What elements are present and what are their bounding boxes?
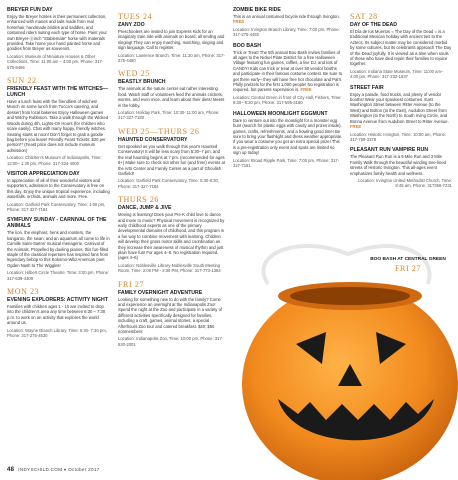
event-title: BOO BASH <box>233 42 261 49</box>
event-body <box>233 14 343 25</box>
event-location: Location: Historic Irvington, Time: 10:00 am, Phone: 317-759-3378 <box>350 131 447 142</box>
event-body-text: Trick or Treat! The 5th annual Boo Bash invites families of all ages to the Nickel Plate District for a free Halloween Village featuring fun games, raffles, a live DJ, and lots of CANDY! Kids can trick or treat at over 50 vendor booths and participate in their famous costume contest. Be sure to get there early– they will have free hot chocolate and Pat’s Philly pretzels for the first 1,000 people! No registration is required, but parents supervision is. <box>233 49 343 93</box>
event <box>118 127 226 189</box>
column-4 <box>350 6 452 194</box>
event-title: STREET FAIR <box>350 84 384 91</box>
event-day: MON 23 <box>7 287 40 297</box>
event-location: Location: Irvington United Methodist Church, Time: 8:45 am, Phone: 317356-7231 <box>357 177 452 189</box>
event-location: Location: Museum of Miniature Houses & Other Collections, Time: 11:00 am – 4:00 pm, Phone: 317-575-9466 <box>7 53 104 70</box>
event-location: Location: Holiday Park, Time: 10:30- 11:00 am, Phone: 317-327-7180 <box>118 110 220 121</box>
event-title: VISITOR APPRECIATION DAY <box>7 170 80 177</box>
event <box>7 171 111 212</box>
event-title: ZOMBIE BIKE RIDE <box>233 7 281 13</box>
event <box>118 195 226 273</box>
event-day: TUES 24 <box>118 12 153 21</box>
event <box>118 69 226 120</box>
event-day: WED 25 <box>118 69 150 79</box>
event <box>118 12 226 63</box>
event-day: FRI 27 <box>118 279 145 289</box>
event <box>350 85 452 143</box>
page-number: 48 <box>7 467 15 473</box>
event-title: DANCE, JUMP & JIVE <box>118 205 172 212</box>
event <box>233 43 343 106</box>
event-day: WED 25—THURS 26 <box>118 126 200 136</box>
event-title: ZANY ZOO <box>118 22 145 28</box>
event-body-text: Enjoy a parade, food trucks, and plenty of vendor booths! Wear your spookiest costumes. East Washington Street between Ritter Avenue (to the West) and Bolton (to the East), Audubon Street from Washington (to the North) to South Irving Circle, and Bonna Avenue from Audubon Street to Ritter Avenue. <box>350 91 449 124</box>
event-title: HAUNTED CONSERVATORY <box>118 136 188 143</box>
event <box>233 111 343 169</box>
event-location: Location: Central Green in front of City Hall, Fishers, Time: 6:30– 8:30 pm, Phone: 317-595-3150 <box>233 94 342 106</box>
event-location: Location: Lawrence Branch, Time: 11:30 am, Phone: 317-275-4460 <box>118 52 225 64</box>
event <box>350 147 452 188</box>
event-title: BEASTLY BRUNCH <box>118 79 166 86</box>
event-body: Get spooked as you walk through this year’s Haunted Conservatory! It will be less scary from 5:30–7 pm, and the real haunting begins at 7 pm. (recommended for ages 8+) Make sure to check out other fun (and free!) events at the Arts Center and Family Center as a part of Ghoulish Garfield! <box>118 143 225 176</box>
event <box>7 76 111 166</box>
event-day: SUN 22 <box>7 76 37 86</box>
event-location: Location: Garfield Park Conservatory, Time: 1:00 pm, Phone: 317-327-7184 <box>7 201 106 212</box>
event-title: HALLOWEEN MOONLIGHT EGGMUNT <box>233 110 328 117</box>
event-day: SAT 28 <box>350 12 378 21</box>
event-body: Preschoolers are invited to join Express Kids for an imaginary train ride with animals on board, all smiling and singing! They can enjoy marching, matching, singing and sign language. Call to register. <box>118 29 225 51</box>
event-title: BREYER FUN DAY <box>7 7 53 13</box>
event <box>7 287 111 338</box>
event-day: THURS 26 <box>118 195 160 205</box>
event-body: El Día de los Muertos = The Day of the Dead = is a traditional Mexican holiday with ancient ties to the Aztecs. Its subject matter may be considered morbid by some cultures, but its celebrants approach The Day of the Dead joyfully. It is viewed as a time when souls of those who have died rejoin their families to rejoice together. <box>350 29 452 67</box>
event-body: Have a lunch feast with the friendliest of witches! Munch on some lunch from Tucca’s catering, and dessert from local bakeries Enjoy Halloween games and Witchy Rubbinon. Take a walk through the Wicked Woods during 4th, Lights-On Hours (for children who scare easily). Chat with many happy, friendly witches. Seating starts at noon! Don’t forget to grab a goodie bag before you leave! Friendly Feast Tickets: $20 per person** (Feast price does not include museum admission) <box>7 99 109 153</box>
footer-text: INDYSCHILD.COM ♦ October 2017 <box>18 467 100 472</box>
event <box>7 7 111 70</box>
photo-caption <box>368 256 448 273</box>
event-location: Location: Hilbert Circle Theatre, Time: 3:00 pm, Phone: 317-639-4300 <box>7 270 110 281</box>
event-title: FRIENDLY FEAST WITH THE WITCHES—LUNCH <box>7 86 108 99</box>
event-title: FAMILY OVERNIGHT ADVENTURE <box>118 289 203 296</box>
event-body <box>350 92 452 130</box>
event-body: The Pleasant Run Run is a 5-Mile Run and 3 Mile Family Walk through the beautiful winding tree-lined streets of Historic Irvington. This all-ages event emphasizes family health and wellness. <box>350 154 446 176</box>
event-body: Looking for something new to do with the family? Come and experience an overnight at the Indianapolis Zoo! Spend the night at the Zoo and participate in a variety of different activities specifically designed for families, including a craft, games, animal stories, a special Afterhours Zoo tour and catered breakfast. $40; $50 nonmembers <box>118 296 223 335</box>
free-badge: FREE <box>350 124 362 130</box>
free-badge: FREE <box>300 87 312 93</box>
event-body: The animals at the nature center eat rather interesting food. Watch staff or volunteers feed the animals crickets, worms, and even mice, and learn about their diets! Meets in the lobby. <box>118 86 225 108</box>
event <box>7 217 111 281</box>
event-location: Location: Indiana State Museum, Time: 11:00 am– 4:00 pm, Phone: 317-232-1637 <box>350 68 444 80</box>
event-location: Location: Irvington Branch Library, Time: 7:00 pm, Phone: 317-275-4450 <box>233 26 340 38</box>
column-1 <box>7 6 111 343</box>
caption-title: BOO BASH AT CENTRAL GREEN <box>370 257 446 262</box>
caption-day: FRI 27 <box>394 264 422 273</box>
event <box>118 280 226 348</box>
event-title: PLEASANT RUN VAMPIRE RUN <box>350 147 429 154</box>
event-location: Location: Indianapolis Zoo, Time: 10:00 pm, Phone: 317-630-2001 <box>118 336 224 347</box>
event-body: In appreciation of all of their wonderful visitors and supporters, admission to the Conservatory is free on this day. Enjoy the unique tropical experience, including waterfalls, orchids, animals and more. Free. <box>7 177 110 200</box>
event <box>350 12 452 80</box>
column-3 <box>233 6 343 173</box>
event-location: Location: Wayne Branch Library, Time: 6:30- 7:30 pm, Phone: 317-275-4530 <box>7 327 107 339</box>
event-location: Location: Children’s Museum of Indianapolis, Time: 12:00– 1:30 pm, Phone: 317-334-4000 <box>7 155 102 166</box>
jack-o-lantern-image <box>238 214 458 480</box>
event-location: Location: Garfield Park Conservatory, Time: 5:30-8:30, Phone: 317-327-7184 <box>118 178 219 189</box>
event-title: SYMFUNY SUNDAY - CARNIVAL OF THE ANIMALS <box>7 217 107 230</box>
event-body <box>233 50 343 93</box>
event-body-text: This is an annual costumed bicycle ride through Irvington. <box>233 14 340 19</box>
event-body: The lion, the elephant, hens and roosters, the kangaroo, the swan, and an aquarium all come to life in Camille Saint-Saëns’ musical menagerie, Carnival of the Animals. Propelled by dueling pianos, this fun-filled staple of the classical repertoire has inspired fans from legendary bebop to this Kokomo-Wild American poet Ogden Nash to The Wiggles! <box>7 230 110 268</box>
event-location: Location: Noblesville Library-Noblesville South Meeting Room, Time: 2:00 PM - 2:30 PM, Phone: 317-773-1384 <box>118 262 221 274</box>
event <box>233 7 343 38</box>
event-body: Moving is learning! Does your Pre-K child love to dance and move to music? Physical movement is recognized by early childhood experts as one of the primary developmental domains of childhood, and this program is a fun way to combine movement with learning. Children will develop their gross motor skills and coordination as they increase their awareness of musical rhythm and just plain have fun! For ages 4–6. No registration required. (ages 4–6) <box>118 212 225 261</box>
event-body: Families with children ages 1 - 10 are invited to drop into the children’s area any time between 6:30 – 7:30 p.m. to work on an activity that explores the world around us. <box>7 304 106 326</box>
column-2 <box>118 6 226 352</box>
free-badge: FREE <box>233 19 245 25</box>
event-title: DAY OF THE DEAD <box>350 22 397 28</box>
event-title: EVENING EXPLORERS: ACTIVITY NIGHT <box>7 297 108 304</box>
event-body: Enjoy the Breyer horses in their permanent collection, enhanced with manes and tails made from real horsehair, handmade bridles and saddles, and costumed riders suiting each type of horse. Paint your own Breyer-Ⓡinch “Stablemate” horse with materials provided. Take home your hand painted horse and goodies from Breyer as souvenirs. <box>7 14 107 52</box>
event-body: Dare to venture out into the moonlight for a monster egg hunt (search for plastic eggs with candy and prizes inside), games, crafts, refreshments, and a howling good time! Be sure to bring your flashlight and dress weather appropriate. If you wear a costume you get an extra special prize! This is a pre-registration only event and spots are limited so sign up today! <box>233 117 343 156</box>
page-footer <box>7 467 100 473</box>
event-location: Location: Broad Ripple Park, Time: 7:00 pm, Phone: 317-327-7161 <box>233 157 340 168</box>
